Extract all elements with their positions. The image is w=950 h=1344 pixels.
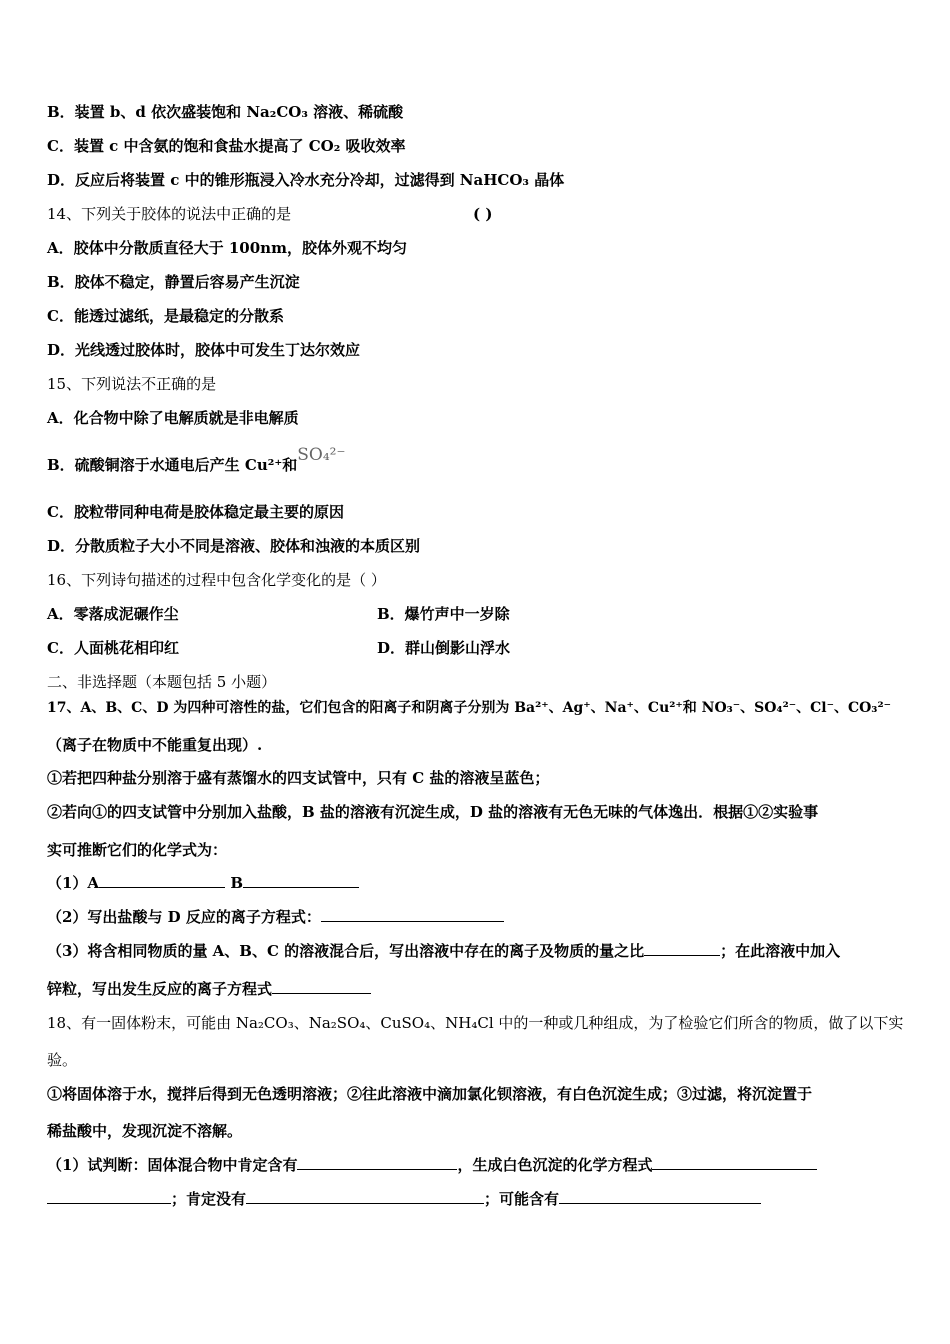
q17-part-2-text: （2）写出盐酸与 D 反应的离子方程式： (47, 908, 321, 926)
q18-experiment-cont: 稀盐酸中，发现沉淀不溶解。 (47, 1122, 243, 1140)
q17-answer-blank-ratio[interactable] (644, 941, 720, 956)
q16-stem: 16、下列诗句描述的过程中包含化学变化的是（ ） (47, 571, 386, 589)
q17-condition-2: ②若向①的四支试管中分别加入盐酸，B 盐的溶液有沉淀生成，D 盐的溶液有无色无味的气体逸出．根据①②实验事 (47, 803, 819, 821)
q18-part-1-text-b: ，生成白色沉淀的化学方程式 (457, 1156, 653, 1174)
q14-option-b: B．胶体不稳定，静置后容易产生沉淀 (47, 273, 300, 291)
q15-option-b (47, 445, 346, 475)
q13-option-b: B．装置 b、d 依次盛装饱和 Na₂CO₃ 溶液、稀硫酸 (47, 103, 404, 121)
so4-formula-image: SO₄²⁻ (297, 445, 346, 465)
q17-answer-blank-b[interactable] (243, 873, 359, 888)
q14-option-c: C．能透过滤纸，是最稳定的分散系 (47, 307, 284, 325)
q17-part-1-a-label: （1）A (47, 874, 100, 892)
q18-part-1-cont (47, 1189, 761, 1209)
q14-answer-paren: ( ) (473, 205, 493, 223)
q18-part-1 (47, 1155, 817, 1175)
q17-part-3-cont (47, 979, 371, 999)
q17-part-1 (47, 873, 359, 893)
q16-option-b: B．爆竹声中一岁除 (377, 605, 510, 623)
q18-part-1-text-d: ；可能含有 (484, 1190, 560, 1208)
q18-stem-cont: 验。 (47, 1051, 78, 1069)
q14-stem: 14、下列关于胶体的说法中正确的是 (47, 205, 292, 223)
q17-condition-2-cont: 实可推断它们的化学式为： (47, 841, 228, 859)
q17-part-3 (47, 941, 840, 961)
q15-option-d: D．分散质粒子大小不同是溶液、胶体和浊液的本质区别 (47, 537, 421, 555)
q16-option-a: A．零落成泥碾作尘 (47, 605, 179, 623)
q18-answer-blank-equation-cont[interactable] (47, 1189, 171, 1204)
q15-option-b-text: B．硫酸铜溶于水通电后产生 Cu²⁺和 (47, 456, 298, 474)
q14-option-d: D．光线透过胶体时，胶体中可发生丁达尔效应 (47, 341, 361, 359)
q17-part-3-text-c: 锌粒，写出发生反应的离子方程式 (47, 980, 273, 998)
q18-answer-blank-equation[interactable] (652, 1155, 817, 1170)
section-heading: 二、非选择题（本题包括 5 小题） (47, 673, 277, 691)
q17-part-1-b-label: B (230, 874, 243, 892)
q17-part-3-text-b: ；在此溶液中加入 (720, 942, 841, 960)
q17-answer-blank-zinc[interactable] (272, 979, 371, 994)
q18-answer-blank-absent[interactable] (246, 1189, 484, 1204)
q16-option-d: D．群山倒影山浮水 (377, 639, 511, 657)
q15-option-a: A．化合物中除了电解质就是非电解质 (47, 409, 299, 427)
q13-option-c: C．装置 c 中含氨的饱和食盐水提高了 CO₂ 吸收效率 (47, 137, 406, 155)
q17-part-3-text: （3）将含相同物质的量 A、B、C 的溶液混合后，写出溶液中存在的离子及物质的量之比 (47, 942, 645, 960)
q17-answer-blank-equation[interactable] (321, 907, 504, 922)
q18-experiment: ①将固体溶于水，搅拌后得到无色透明溶液；②往此溶液中滴加氯化钡溶液，有白色沉淀生成；③过滤，将沉淀置于 (47, 1085, 813, 1103)
q13-option-d: D．反应后将装置 c 中的锥形瓶浸入冷水充分冷却，过滤得到 NaHCO₃ 晶体 (47, 171, 565, 189)
q17-condition-1: ①若把四种盐分别溶于盛有蒸馏水的四支试管中，只有 C 盐的溶液呈蓝色； (47, 769, 550, 787)
q18-stem: 18、有一固体粉末，可能由 Na₂CO₃、Na₂SO₄、CuSO₄、NH₄Cl 中的一种或几种组成，为了检验它们所含的物质，做了以下实 (47, 1014, 904, 1032)
q18-part-1-text-c: ；肯定没有 (171, 1190, 247, 1208)
q17-answer-blank-a[interactable] (99, 873, 225, 888)
q14-option-a: A．胶体中分散质直径大于 100nm，胶体外观不均匀 (47, 239, 407, 257)
q15-stem: 15、下列说法不正确的是 (47, 375, 217, 393)
q16-option-c: C．人面桃花相印红 (47, 639, 179, 657)
q15-option-c: C．胶粒带同种电荷是胶体稳定最主要的原因 (47, 503, 344, 521)
q17-stem-note: （离子在物质中不能重复出现）. (47, 736, 263, 754)
q18-part-1-text: （1）试判断：固体混合物中肯定含有 (47, 1156, 298, 1174)
q18-answer-blank-present[interactable] (297, 1155, 457, 1170)
q18-answer-blank-possible[interactable] (559, 1189, 761, 1204)
q17-stem: 17、A、B、C、D 为四种可溶性的盐，它们包含的阳离子和阴离子分别为 Ba²⁺、Ag⁺、Na⁺、Cu²⁺和 NO₃⁻、SO₄²⁻、Cl⁻、CO₃²⁻ (47, 700, 891, 716)
q17-part-2 (47, 907, 504, 927)
